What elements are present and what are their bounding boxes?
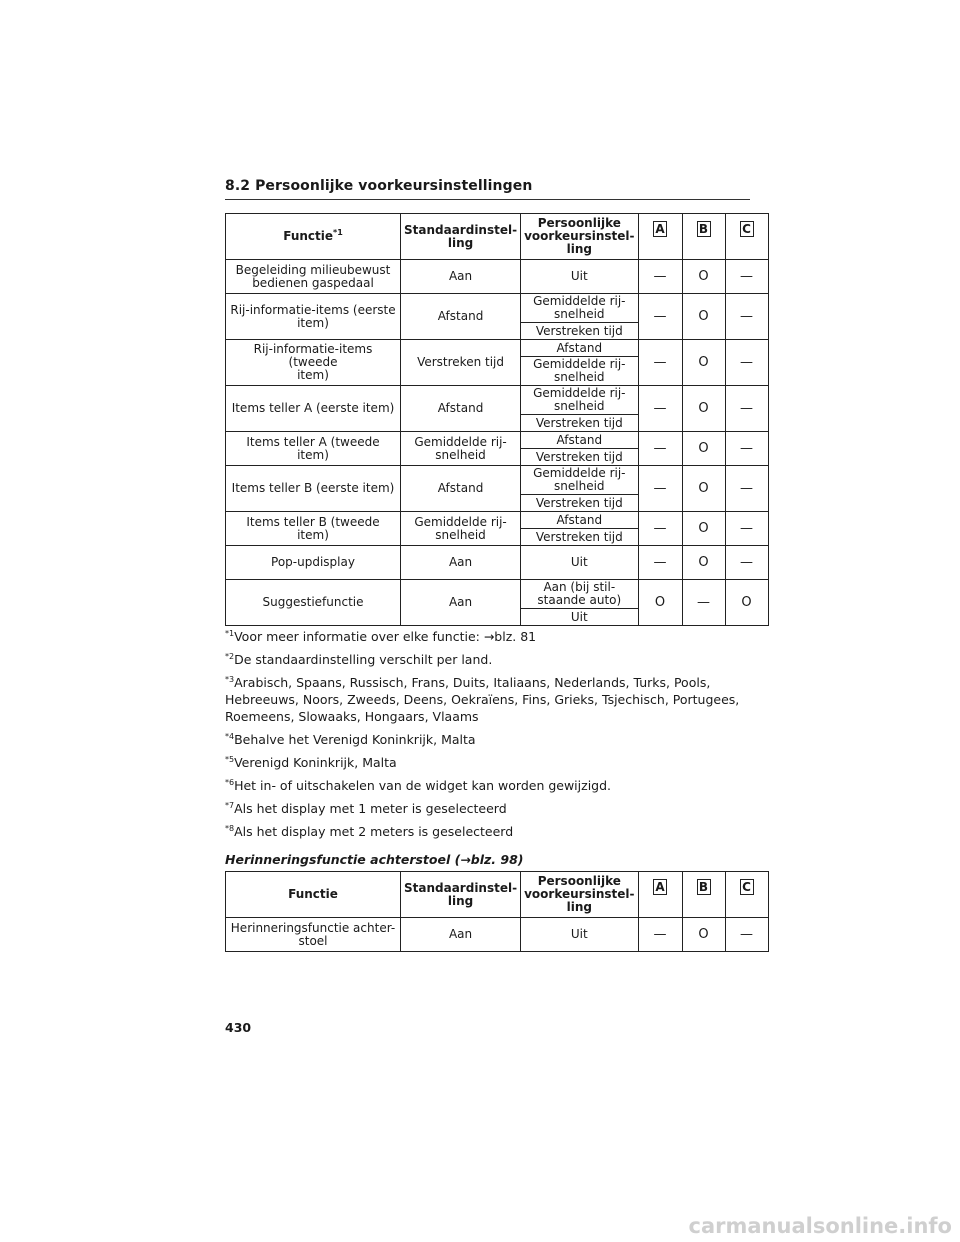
footnote (225, 754, 765, 771)
cell-mark-b: O (682, 466, 725, 512)
cell-option: Uit (521, 609, 638, 626)
cell-standaard: Aan (401, 546, 521, 580)
cell-standaard: Aan (401, 260, 521, 294)
cell-mark-a: — (638, 340, 682, 386)
cell-mark-a: — (638, 260, 682, 294)
footnote-text: Als het display met 2 meters is geselecteerd (234, 824, 514, 839)
header-functie: Functie (226, 872, 401, 918)
cell-standaard: Gemiddelde rij- snelheid (401, 432, 521, 466)
header-standaard: Standaardinstel- ling (401, 872, 521, 918)
page-number: 430 (225, 1020, 252, 1035)
footnote-text: De standaardinstelling verschilt per land. (234, 652, 493, 667)
cell-mark-b: O (682, 918, 725, 952)
header-functie: Functie$^{*1}$ (226, 214, 401, 260)
header-col-c: C (725, 214, 768, 260)
cell-option: Gemiddelde rij- snelheid (521, 294, 638, 323)
footnote (225, 823, 765, 840)
cell-mark-c: — (725, 294, 768, 340)
cell-option: Verstreken tijd (521, 323, 638, 340)
header-col-b: B (682, 214, 725, 260)
cell-option: Verstreken tijd (521, 449, 638, 466)
footnote-marker: *4 (225, 731, 235, 741)
cell-mark-c: — (725, 918, 768, 952)
cell-functie: Items teller B (eerste item) (226, 466, 401, 512)
cell-mark-c: — (725, 466, 768, 512)
cell-mark-b: O (682, 260, 725, 294)
cell-option: Verstreken tijd (521, 415, 638, 432)
table-row (226, 512, 769, 529)
footnote-marker: *1 (225, 628, 235, 638)
table-row (226, 386, 769, 415)
cell-functie: Pop-updisplay (226, 546, 401, 580)
cell-option: Verstreken tijd (521, 529, 638, 546)
cell-standaard: Afstand (401, 386, 521, 432)
cell-mark-c: O (725, 580, 768, 626)
footnote-text: Behalve het Verenigd Koninkrijk, Malta (234, 732, 476, 747)
table-row (226, 432, 769, 449)
cell-standaard: Verstreken tijd (401, 340, 521, 386)
cell-standaard: Afstand (401, 294, 521, 340)
footnote-text: Voor meer informatie over elke functie: →blz. 81 (234, 629, 537, 644)
footnote (225, 674, 765, 725)
footnote-marker: *7 (225, 800, 235, 810)
header-standaard: Standaardinstel- ling (401, 214, 521, 260)
cell-option: Uit (521, 918, 638, 952)
cell-mark-b: O (682, 294, 725, 340)
settings-table (225, 213, 769, 626)
cell-standaard: Aan (401, 580, 521, 626)
header-col-b: B (682, 872, 725, 918)
cell-mark-b: — (682, 580, 725, 626)
header-persoonlijk: Persoonlijke voorkeursinstel- ling (521, 872, 638, 918)
table-header-row (226, 214, 769, 260)
cell-option: Afstand (521, 432, 638, 449)
table-row (226, 918, 769, 952)
footnote-marker: *2 (225, 651, 235, 661)
header-col-a: A (638, 872, 682, 918)
cell-mark-c: — (725, 546, 768, 580)
title-rule (225, 199, 750, 200)
table-row (226, 340, 769, 357)
table-header-row (226, 872, 769, 918)
cell-option: Verstreken tijd (521, 495, 638, 512)
cell-option: Afstand (521, 340, 638, 357)
section-title: 8.2 Persoonlijke voorkeursinstellingen (225, 178, 533, 194)
cell-functie: Items teller A (tweede item) (226, 432, 401, 466)
cell-option: Gemiddelde rij- snelheid (521, 386, 638, 415)
subheading: Herinneringsfunctie achterstoel (→blz. 98) (225, 852, 524, 867)
footnote-marker: *3 (225, 674, 235, 684)
table-row (226, 260, 769, 294)
cell-functie: Items teller A (eerste item) (226, 386, 401, 432)
cell-option: Gemiddelde rij- snelheid (521, 357, 638, 386)
cell-mark-a: — (638, 432, 682, 466)
table-row (226, 466, 769, 495)
footnote-text: Arabisch, Spaans, Russisch, Frans, Duits, Italiaans, Nederlands, Turks, Pools, Hebreeuws, Noors, Zweeds, Deens, Oekraïens, Fins, Grieks, Tsjechisch, Portugees, Roemeens, Slowaaks, Hongaars, Vlaams (225, 675, 740, 724)
footnote (225, 651, 765, 668)
cell-mark-b: O (682, 546, 725, 580)
cell-mark-b: O (682, 512, 725, 546)
footnote (225, 628, 765, 645)
cell-standaard: Aan (401, 918, 521, 952)
footnote-marker: *5 (225, 754, 235, 764)
header-persoonlijk: Persoonlijke voorkeursinstel- ling (521, 214, 638, 260)
cell-mark-a: — (638, 918, 682, 952)
table-row (226, 294, 769, 323)
cell-functie: Items teller B (tweede item) (226, 512, 401, 546)
cell-mark-c: — (725, 512, 768, 546)
seat-reminder-table (225, 871, 769, 952)
cell-functie: Rij-informatie-items (tweede item) (226, 340, 401, 386)
footnote (225, 731, 765, 748)
cell-functie: Herinneringsfunctie achter- stoel (226, 918, 401, 952)
cell-mark-a: — (638, 546, 682, 580)
cell-mark-c: — (725, 386, 768, 432)
cell-mark-a: O (638, 580, 682, 626)
cell-mark-c: — (725, 432, 768, 466)
footnote-text: Verenigd Koninkrijk, Malta (234, 755, 397, 770)
cell-functie: Suggestiefunctie (226, 580, 401, 626)
table-row (226, 546, 769, 580)
cell-option: Aan (bij stil- staande auto) (521, 580, 638, 609)
cell-option: Afstand (521, 512, 638, 529)
cell-mark-b: O (682, 340, 725, 386)
footnote (225, 777, 765, 794)
cell-standaard: Gemiddelde rij- snelheid (401, 512, 521, 546)
footnote-text: Als het display met 1 meter is geselecteerd (234, 801, 507, 816)
cell-mark-c: — (725, 340, 768, 386)
cell-mark-c: — (725, 260, 768, 294)
cell-functie: Begeleiding milieubewust bedienen gaspedaal (226, 260, 401, 294)
table-row (226, 580, 769, 609)
footnote (225, 800, 765, 817)
cell-option: Uit (521, 260, 638, 294)
footnote-marker: *8 (225, 823, 235, 833)
footnote-marker: *6 (225, 777, 235, 787)
footnotes (225, 628, 765, 846)
cell-standaard: Afstand (401, 466, 521, 512)
header-col-c: C (725, 872, 768, 918)
watermark: carmanualsonline.info (688, 1214, 952, 1238)
cell-mark-a: — (638, 466, 682, 512)
cell-mark-a: — (638, 386, 682, 432)
cell-mark-b: O (682, 432, 725, 466)
cell-mark-b: O (682, 386, 725, 432)
cell-option: Uit (521, 546, 638, 580)
header-col-a: A (638, 214, 682, 260)
cell-option: Gemiddelde rij- snelheid (521, 466, 638, 495)
cell-mark-a: — (638, 294, 682, 340)
cell-functie: Rij-informatie-items (eerste item) (226, 294, 401, 340)
footnote-text: Het in- of uitschakelen van de widget kan worden gewijzigd. (234, 778, 612, 793)
cell-mark-a: — (638, 512, 682, 546)
